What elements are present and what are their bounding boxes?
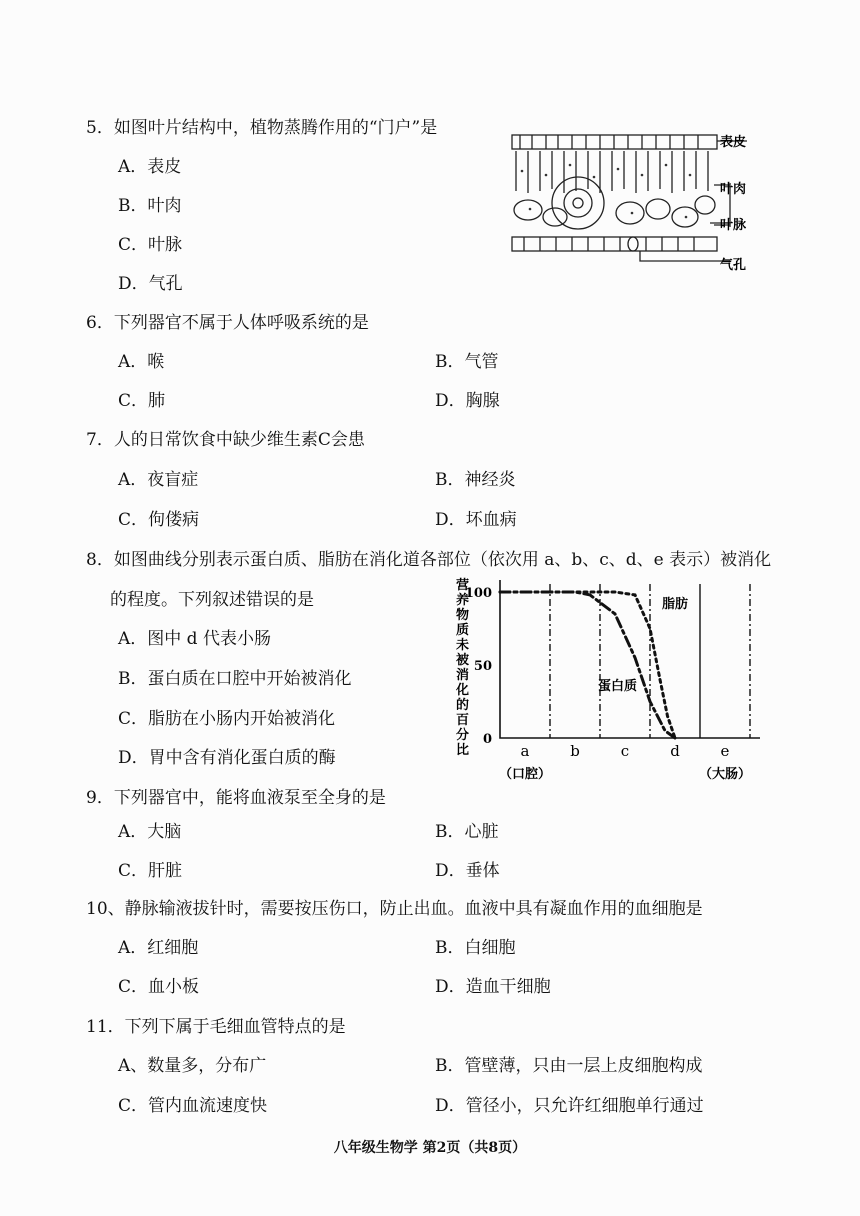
question-7-option-a[interactable]: A．夜盲症 <box>118 470 199 490</box>
question-6-option-a[interactable]: A．喉 <box>118 352 165 372</box>
chart-y-axis-label: 营养物质未被消化的百分比 <box>456 578 470 758</box>
y-tick-label: 0 <box>482 732 492 747</box>
leaf-structure-diagram <box>500 125 760 275</box>
leaf-label-epidermis: 表皮 <box>720 135 747 150</box>
question-7-option-b[interactable]: B．神经炎 <box>435 470 516 490</box>
question-6-option-b[interactable]: B．气管 <box>435 352 499 372</box>
question-11-option-a[interactable]: A、数量多，分布广 <box>118 1056 267 1076</box>
leaf-label-stoma: 气孔 <box>720 258 747 273</box>
series-label-fat: 脂肪 <box>662 597 689 612</box>
x-category-note: （大肠） <box>698 767 752 782</box>
question-6-stem: 6．下列器官不属于人体呼吸系统的是 <box>86 313 369 333</box>
question-11-option-c[interactable]: C．管内血流速度快 <box>118 1096 268 1116</box>
question-11-stem: 11．下列下属于毛细血管特点的是 <box>86 1017 346 1037</box>
question-9-option-b[interactable]: B．心脏 <box>435 822 499 842</box>
question-5-stem: 5．如图叶片结构中，植物蒸腾作用的“门户”是 <box>86 118 438 138</box>
x-category-label: a <box>520 742 530 760</box>
question-5-option-c[interactable]: C．叶脉 <box>118 235 183 255</box>
question-6-option-d[interactable]: D．胸腺 <box>435 391 500 411</box>
leaf-label-mesophyll: 叶肉 <box>720 182 747 197</box>
question-8-stem: 8．如图曲线分别表示蛋白质、脂肪在消化道各部位（依次用 a、b、c、d、e 表示）被消化 <box>86 550 772 570</box>
leaf-label-vein: 叶脉 <box>720 218 747 233</box>
series-label-protein: 蛋白质 <box>598 679 638 694</box>
question-9-option-c[interactable]: C．肝脏 <box>118 861 183 881</box>
question-7-option-c[interactable]: C．佝偻病 <box>118 510 200 530</box>
question-8-option-b[interactable]: B．蛋白质在口腔中开始被消化 <box>118 669 352 689</box>
protein-curve <box>500 592 675 738</box>
x-category-label: b <box>570 742 580 760</box>
question-8-option-a[interactable]: A．图中 d 代表小肠 <box>118 629 271 649</box>
question-10-option-a[interactable]: A．红细胞 <box>118 938 199 958</box>
question-5-option-b[interactable]: B．叶肉 <box>118 196 182 216</box>
question-7-stem: 7．人的日常饮食中缺少维生素C会患 <box>86 430 365 450</box>
question-11-option-b[interactable]: B．管壁薄，只由一层上皮细胞构成 <box>435 1056 703 1076</box>
question-10-stem: 10、静脉输液拔针时，需要按压伤口，防止出血。血液中具有凝血作用的血细胞是 <box>86 899 703 919</box>
question-10-option-c[interactable]: C．血小板 <box>118 977 200 997</box>
x-category-label: e <box>720 742 730 760</box>
question-6-option-c[interactable]: C．肺 <box>118 391 166 411</box>
question-9-option-a[interactable]: A．大脑 <box>118 822 182 842</box>
question-7-option-d[interactable]: D．坏血病 <box>435 510 517 530</box>
question-8-option-d[interactable]: D．胃中含有消化蛋白质的酶 <box>118 748 336 768</box>
page-footer: 八年级生物学 第2页（共8页） <box>333 1140 527 1156</box>
y-tick-label: 100 <box>464 586 492 601</box>
y-tick-label: 50 <box>473 659 492 674</box>
x-category-label: d <box>670 742 680 760</box>
digestion-chart <box>440 575 770 790</box>
x-category-note: （口腔） <box>498 767 552 782</box>
x-category-label: c <box>620 742 630 760</box>
question-11-option-d[interactable]: D．管径小，只允许红细胞单行通过 <box>435 1096 704 1116</box>
question-8-stem-line2: 的程度。下列叙述错误的是 <box>110 590 314 610</box>
fat-curve <box>500 592 675 738</box>
question-5-option-a[interactable]: A．表皮 <box>118 157 182 177</box>
question-10-option-d[interactable]: D．造血干细胞 <box>435 977 551 997</box>
question-9-stem: 9．下列器官中，能将血液泵至全身的是 <box>86 788 386 808</box>
question-9-option-d[interactable]: D．垂体 <box>435 861 500 881</box>
question-10-option-b[interactable]: B．白细胞 <box>435 938 516 958</box>
question-5-option-d[interactable]: D．气孔 <box>118 274 183 294</box>
question-8-option-c[interactable]: C．脂肪在小肠内开始被消化 <box>118 709 336 729</box>
